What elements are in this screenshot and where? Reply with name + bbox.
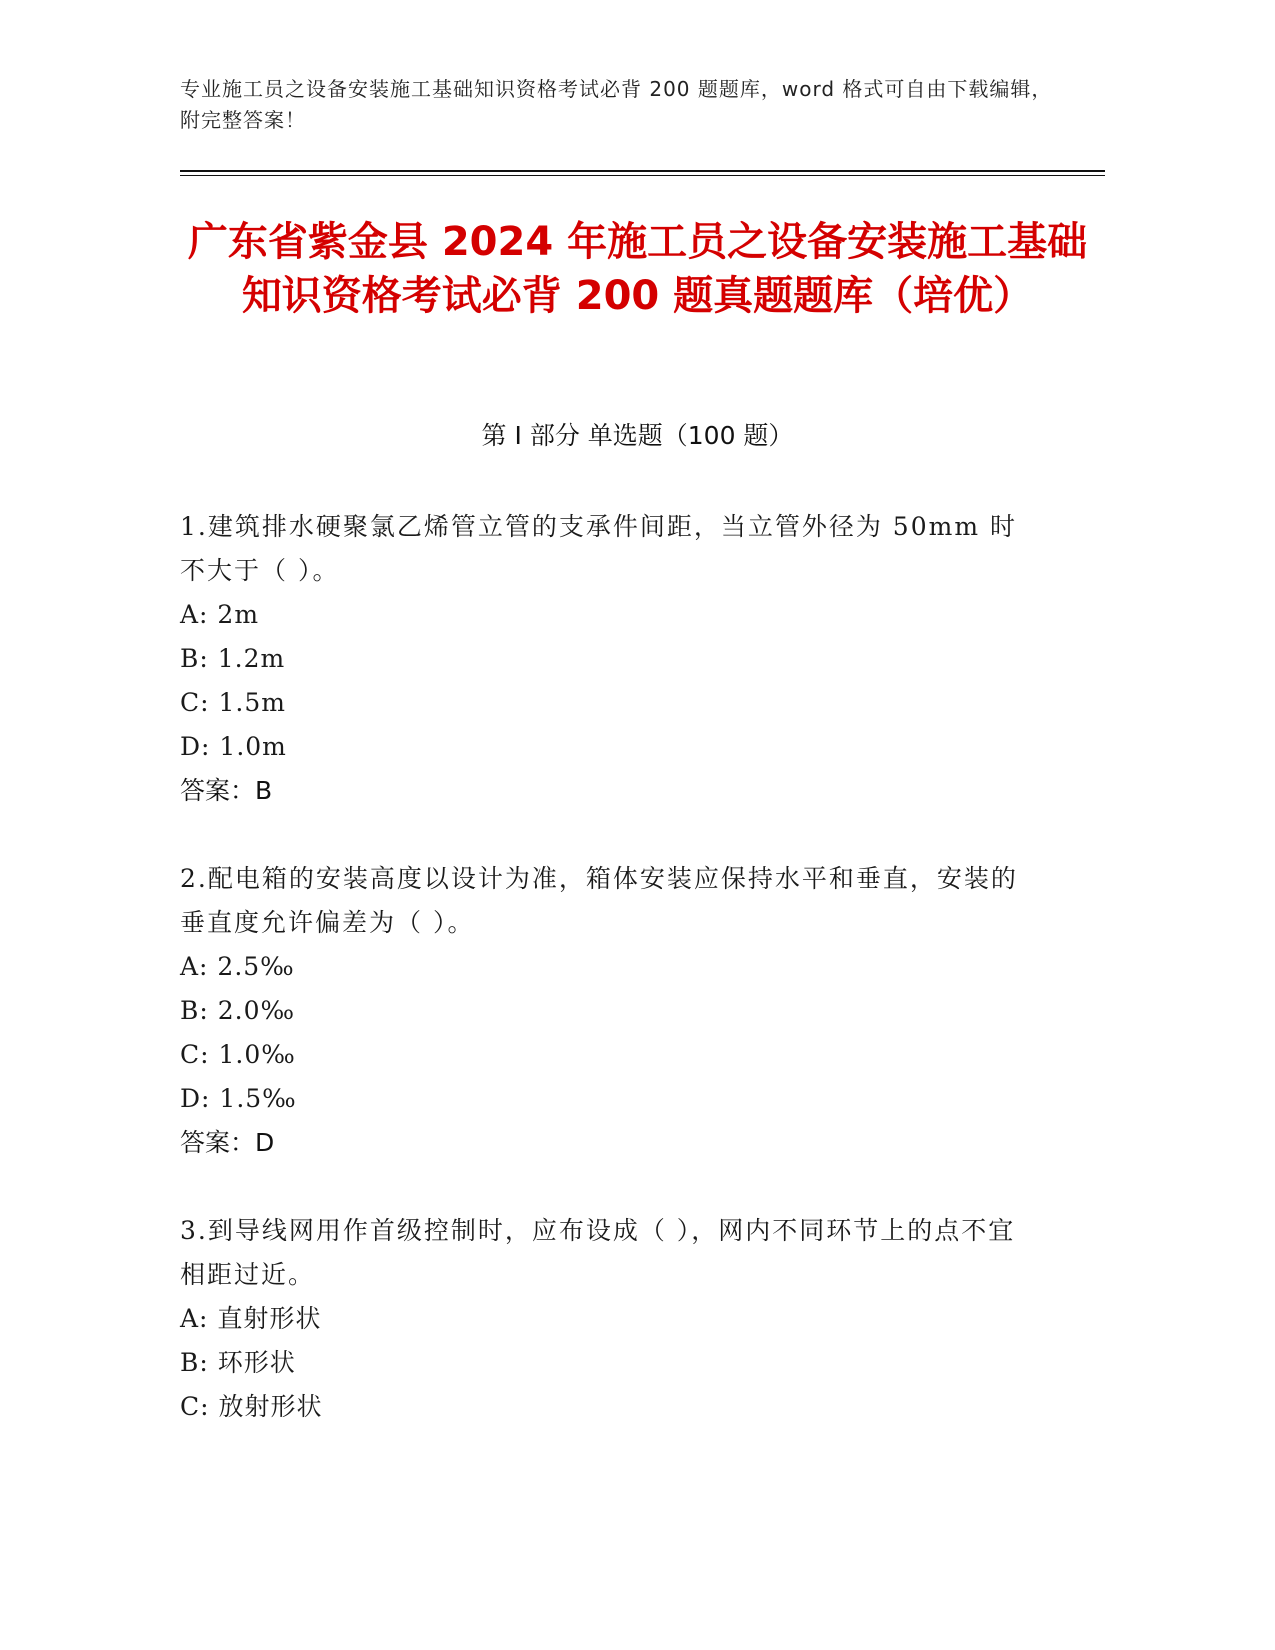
question-1 bbox=[180, 505, 1040, 813]
answer: 答案：D bbox=[180, 1128, 275, 1157]
header-note: 专业施工员之设备安装施工基础知识资格考试必背 200 题题库，word 格式可自由下载编辑，附完整答案！ bbox=[180, 77, 1053, 132]
option-d: D: 1.5‰ bbox=[180, 1084, 297, 1113]
option-c: C: 放射形状 bbox=[180, 1392, 323, 1421]
section-title: 第 I 部分 单选题（100 题） bbox=[481, 421, 794, 450]
question-stem: 3.到导线网用作首级控制时，应布设成（ ），网内不同环节上的点不宜相距过近。 bbox=[180, 1216, 1016, 1289]
option-d: D: 1.0m bbox=[180, 732, 287, 761]
answer: 答案：B bbox=[180, 776, 273, 805]
header-rule-thin bbox=[180, 175, 1105, 176]
option-c: C: 1.0‰ bbox=[180, 1040, 296, 1069]
question-stem: 2.配电箱的安装高度以设计为准，箱体安装应保持水平和垂直，安装的垂直度允许偏差为（ ）。 bbox=[180, 864, 1018, 937]
question-3 bbox=[180, 1209, 1040, 1429]
question-2 bbox=[180, 857, 1040, 1165]
document-title: 广东省紫金县 2024 年施工员之设备安装施工基础知识资格考试必背 200 题真题题库（培优） bbox=[187, 219, 1088, 319]
question-stem: 1.建筑排水硬聚氯乙烯管立管的支承件间距，当立管外径为 50mm 时不大于（ ）。 bbox=[180, 512, 1017, 585]
option-a: A: 直射形状 bbox=[180, 1304, 322, 1333]
option-b: B: 环形状 bbox=[180, 1348, 296, 1377]
header-rule-thick bbox=[180, 170, 1105, 172]
option-b: B: 2.0‰ bbox=[180, 996, 296, 1025]
option-a: A: 2.5‰ bbox=[180, 952, 295, 981]
option-c: C: 1.5m bbox=[180, 688, 286, 717]
option-a: A: 2m bbox=[180, 600, 260, 629]
option-b: B: 1.2m bbox=[180, 644, 286, 673]
question-list bbox=[180, 505, 1040, 1473]
